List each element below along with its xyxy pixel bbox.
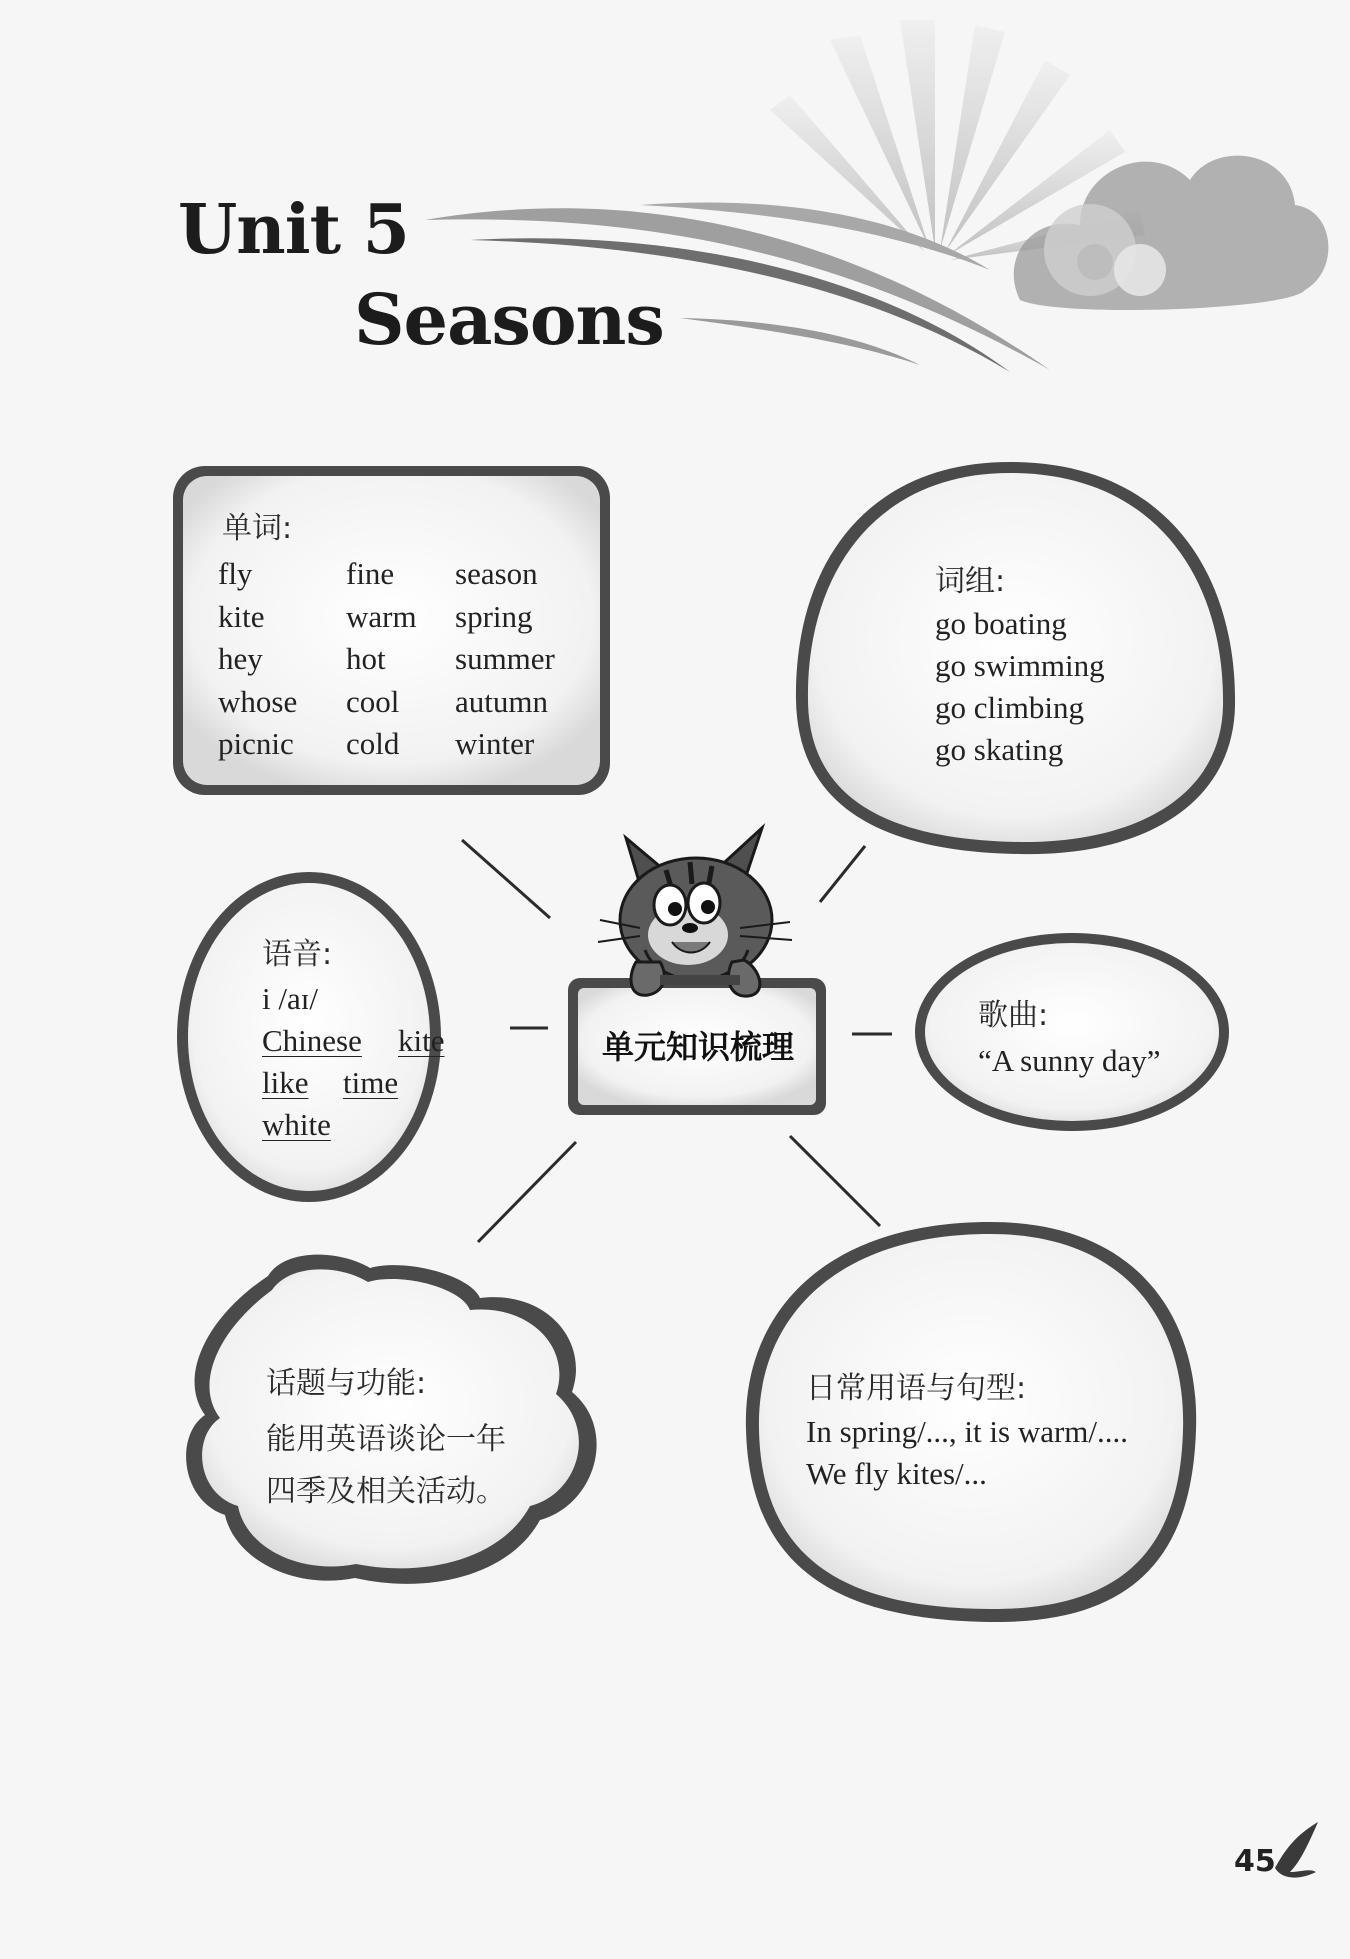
leaf-icon	[1275, 1822, 1318, 1878]
expressions-label: 日常用语与句型:	[806, 1371, 1027, 1406]
vocabulary-column-1	[218, 553, 297, 766]
vocabulary-column-2	[346, 553, 417, 766]
vocabulary-column-3	[455, 553, 555, 766]
song-title: “A sunny day”	[978, 1043, 1161, 1078]
phonics-word: Chinese	[262, 1023, 362, 1058]
center-sign-label: 单元知识梳理	[601, 1028, 794, 1066]
vocab-word: summer	[455, 641, 555, 676]
vocab-word: kite	[218, 598, 265, 634]
phonics-word: like	[262, 1065, 309, 1100]
unit-number: Unit 5	[178, 190, 409, 270]
phonics-word: time	[343, 1065, 399, 1100]
phonics-word: kite	[398, 1023, 445, 1058]
vocab-word: whose	[218, 683, 298, 719]
vocab-word: picnic	[218, 726, 294, 761]
vocab-word: winter	[455, 726, 535, 761]
phonics-sound: i /aɪ/	[262, 981, 318, 1016]
vocab-word: season	[455, 556, 538, 591]
vocabulary-label: 单词:	[222, 511, 293, 546]
vocab-word: spring	[455, 598, 533, 634]
phrase-item: go boating	[935, 606, 1067, 641]
vocab-word: warm	[346, 598, 417, 634]
phonics-word: white	[262, 1107, 331, 1142]
vocab-word: cool	[346, 683, 400, 719]
expression-line: We fly kites/...	[806, 1456, 987, 1491]
topic-line: 四季及相关活动。	[266, 1474, 506, 1509]
topic-label: 话题与功能:	[266, 1366, 427, 1401]
vocab-word: hot	[346, 641, 386, 676]
phrases-label: 词组:	[935, 564, 1006, 599]
phrase-item: go swimming	[935, 648, 1105, 683]
phrases-list	[935, 603, 1105, 771]
vocab-word: hey	[218, 641, 263, 676]
cat-mascot-icon	[598, 828, 792, 996]
vocab-word: fine	[346, 556, 395, 591]
vocab-word: autumn	[455, 683, 548, 719]
song-label: 歌曲:	[978, 998, 1049, 1033]
page-number: 45	[1234, 1844, 1276, 1879]
topic-line: 能用英语谈论一年	[266, 1422, 506, 1457]
vocab-word: fly	[218, 556, 253, 591]
unit-title: Seasons	[354, 278, 664, 361]
phonics-label: 语音:	[262, 937, 333, 972]
phrase-item: go skating	[935, 732, 1064, 767]
vocab-word: cold	[346, 726, 400, 761]
phrase-item: go climbing	[935, 690, 1084, 725]
expression-line: In spring/..., it is warm/....	[806, 1414, 1129, 1449]
